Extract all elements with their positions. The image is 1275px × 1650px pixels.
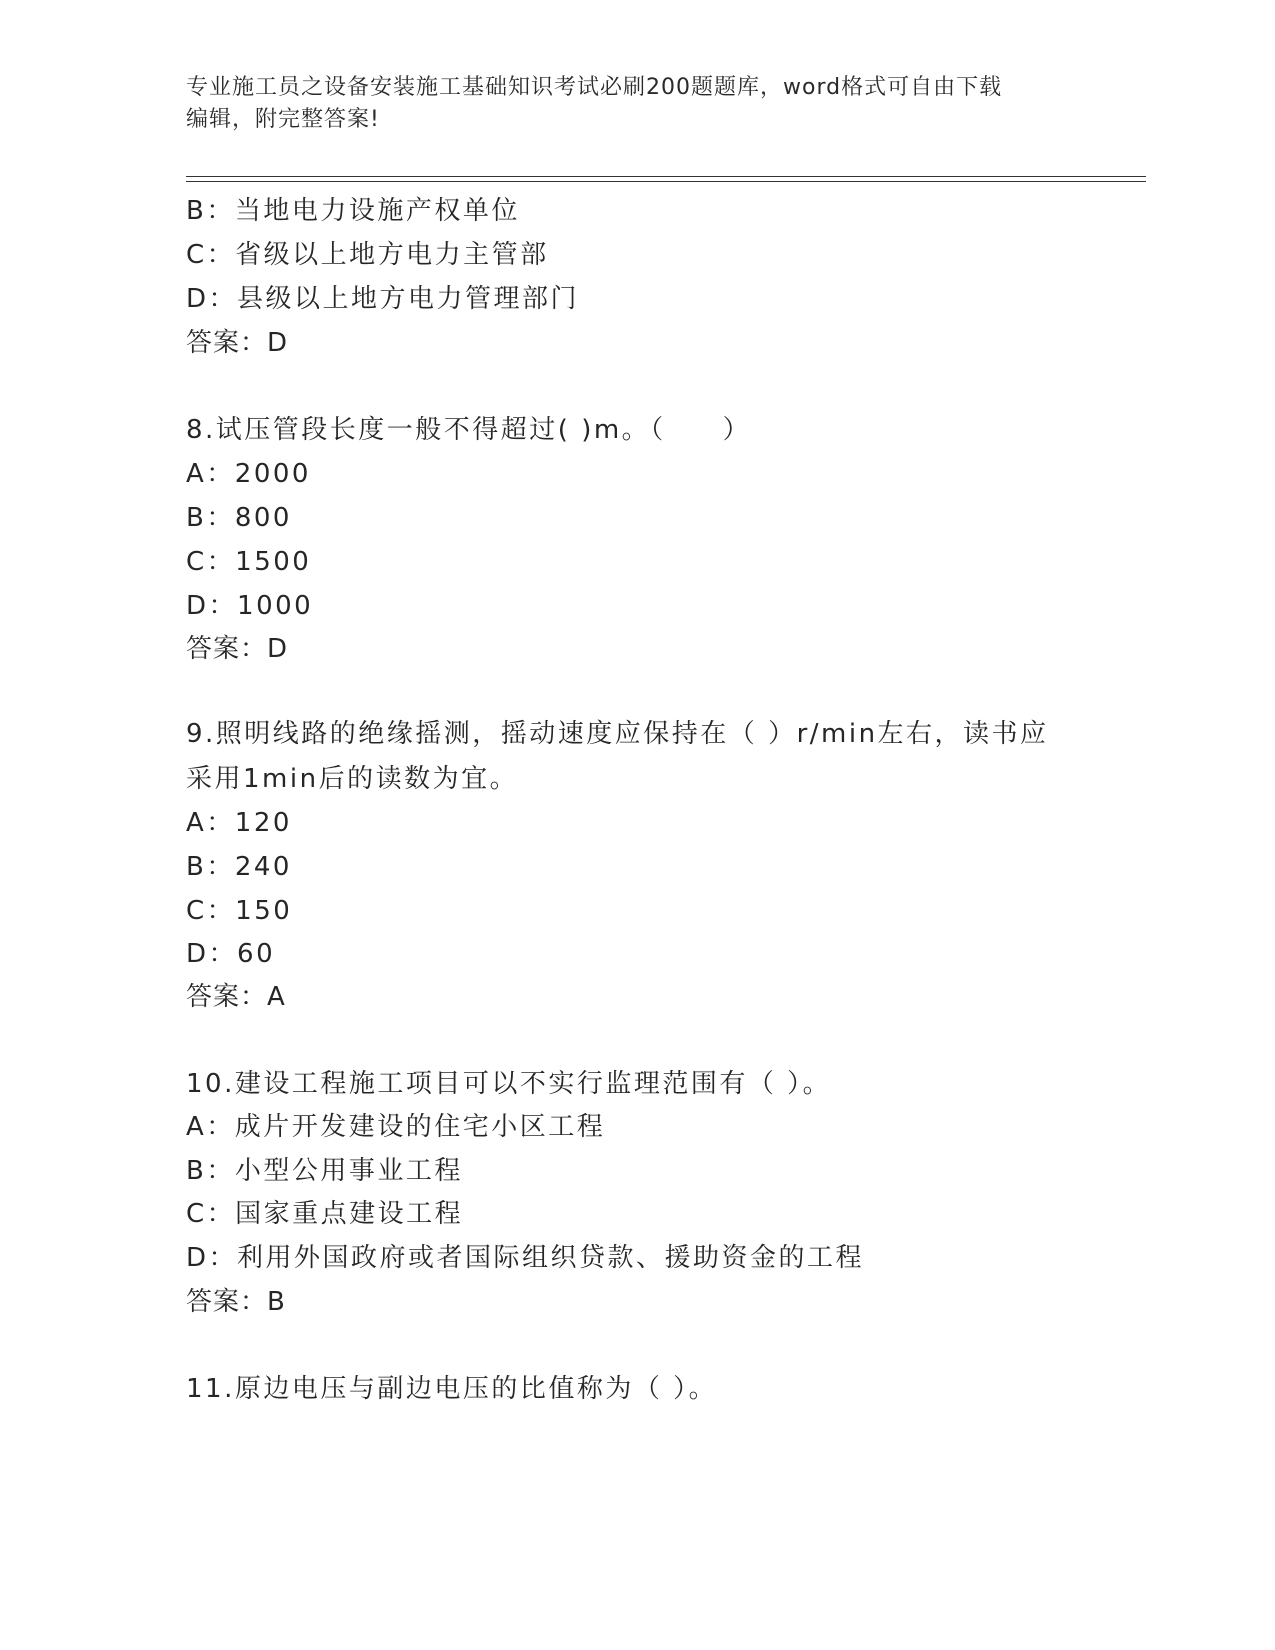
q10-option-d: D：利用外国政府或者国际组织贷款、援助资金的工程 [186,1243,865,1273]
q8-answer: 答案：D [186,634,289,664]
q8-option-b: B：800 [186,503,292,533]
q10-option-a: A：成片开发建设的住宅小区工程 [186,1112,606,1142]
q9-option-c: C：150 [186,896,293,926]
q7-option-c: C：省级以上地方电力主管部 [186,240,549,270]
q7-answer: 答案：D [186,328,289,358]
header-divider-bottom [186,181,1146,182]
q8-question: 8.试压管段长度一般不得超过( )m。（ ） [186,415,752,445]
q7-option-d: D：县级以上地方电力管理部门 [186,284,580,314]
q10-option-c: C：国家重点建设工程 [186,1199,464,1229]
q10-option-b: B：小型公用事业工程 [186,1156,463,1186]
q10-question: 10.建设工程施工项目可以不实行监理范围有（ ）。 [186,1069,832,1099]
q10-answer: 答案：B [186,1287,286,1317]
document-header [186,72,1086,136]
q11-question: 11.原边电压与副边电压的比值称为（ ）。 [186,1374,718,1404]
q9-question-line-1: 9.照明线路的绝缘摇测，摇动速度应保持在（ ）r/min左右，读书应 [186,719,1049,749]
header-line-1: 专业施工员之设备安装施工基础知识考试必刷200题题库，word格式可自由下载 [186,75,1003,100]
header-divider-top [186,176,1146,177]
q9-option-b: B：240 [186,852,292,882]
q9-question-line-2: 采用1min后的读数为宜。 [186,764,519,794]
q9-answer: 答案：A [186,982,286,1012]
header-line-2: 编辑，附完整答案! [186,107,380,132]
q8-option-c: C：1500 [186,547,312,577]
q7-option-b: B：当地电力设施产权单位 [186,196,520,226]
q8-option-d: D：1000 [186,591,314,621]
q9-option-a: A：120 [186,808,292,838]
q9-option-d: D：60 [186,939,276,969]
q8-option-a: A：2000 [186,459,311,489]
